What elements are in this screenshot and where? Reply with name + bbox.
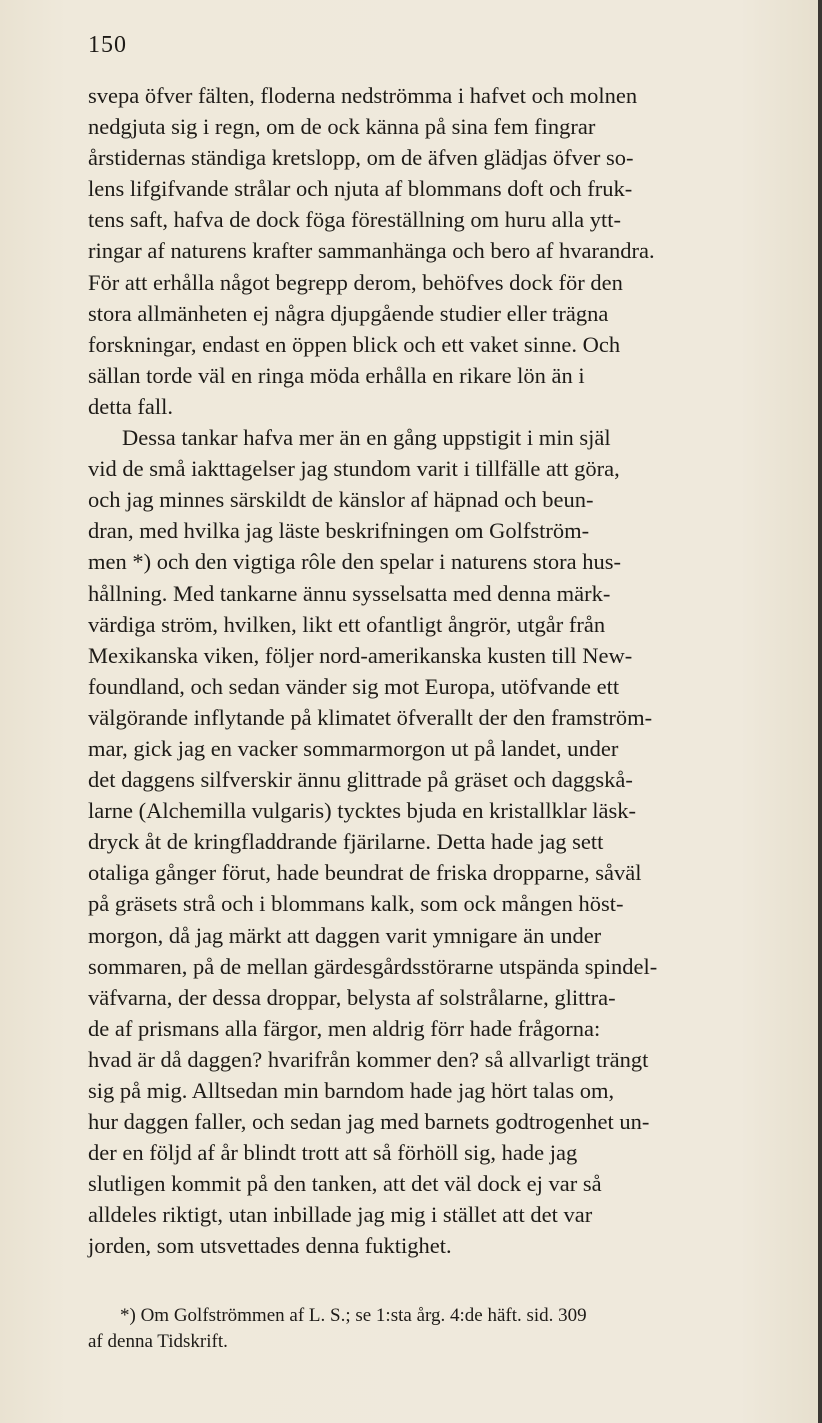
footnote xyxy=(88,1303,784,1355)
page-edge-shadow xyxy=(818,0,822,1423)
body-text xyxy=(88,80,784,1262)
footnote-text: *) Om Golfströmmen af L. S.; se 1:sta årg. 4:de häft. sid. 309 af denna Tidskrift. xyxy=(88,1305,587,1352)
paragraph-dessa-tankar: Dessa tankar hafva mer än en gång uppstigit i min själ vid de små iakttagelser jag stundom varit i tillfälle att göra, och jag minnes särskildt de känslor af häpnad och beun- dran, med hvilka jag läste beskrifningen om Golfström- men *) och den vigtiga rôle den spelar i naturens stora hus- hållning. Med tankarne ännu sysselsatta med denna märk- värdiga ström, hvilken, likt ett ofantligt ångrör, utgår från Mexikanska viken, följer nord-amerikanska kusten till New- foundland, och sedan vänder sig mot Europa, utöfvande ett välgörande inflytande på klimatet öfverallt der den framström- mar, gick jag en vacker sommarmorgon ut på landet, under det daggens silfverskir ännu glittrade på gräset och daggskå- larne (Alchemilla vulgaris) tycktes bjuda en kristallklar läsk- dryck åt de kringfladdrande fjärilarne. Detta hade jag sett otaliga gånger förut, hade beundrat de friska dropparne, såväl på gräsets strå och i blommans kalk, som ock mången höst- morgon, då jag märkt att daggen varit ymnigare än under sommaren, på de mellan gärdesgårdsstörarne utspända spindel- väfvarna, der dessa droppar, belysta af solstrålarne, glittra- de af prismans alla färgor, men aldrig förr hade frågorna: hvad är då daggen? hvarifrån kommer den? så allvarligt trängt sig på mig. Alltsedan min barndom hade jag hört talas om, hur daggen faller, och sedan jag med barnets godtrogenhet un- der en följd af år blindt trott att så förhöll sig, hade jag slutligen kommit på den tanken, att det väl dock ej var så alldeles riktigt, utan inbillade jag mig i stället att det var jorden, som utsvettades denna fuktighet. xyxy=(88,425,658,1259)
paragraph-continuation: svepa öfver fälten, floderna nedströmma i hafvet och molnen nedgjuta sig i regn, om de ock känna på sina fem fingrar årstidernas ständiga kretslopp, om de äfven glädjas öfver so- lens lifgifvande strålar och njuta af blommans doft och fruk- tens saft, hafva de dock föga föreställning om huru alla ytt- ringar af naturens krafter sammanhänga och bero af hvarandra. För att erhålla något begrepp derom, behöfves dock för den stora allmänheten ej några djupgående studier eller trägna forskningar, endast en öppen blick och ett vaket sinne. Och sällan torde väl en ringa möda erhålla en rikare lön än i detta fall. xyxy=(88,83,655,419)
page-number: 150 xyxy=(88,32,127,58)
